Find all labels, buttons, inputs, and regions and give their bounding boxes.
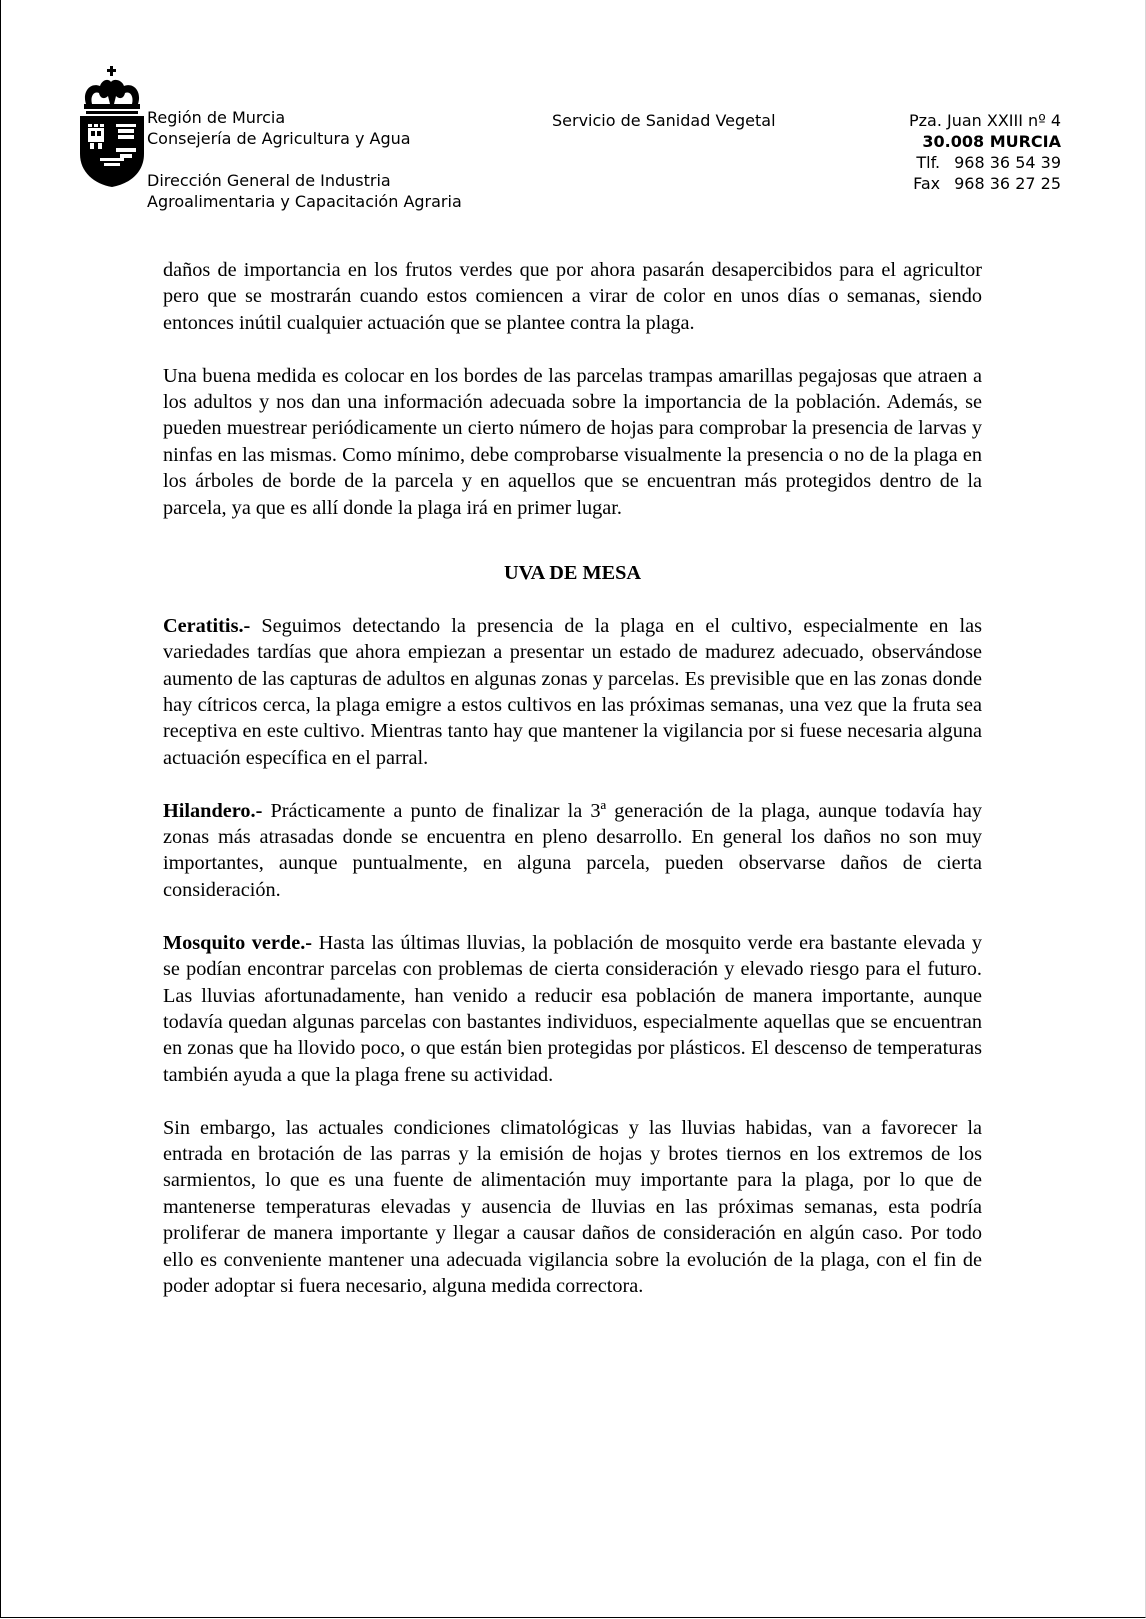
header-organization [147,107,411,149]
hilandero-text: Prácticamente a punto de finalizar la 3ª generación de la plaga, aunque todavía hay zonas más atrasadas donde se encuentra en pleno desarrollo. En general los daños no son muy importantes, aunque puntualmente, en alguna parcela, pueden observarse daños de cierta consideración. [163,799,982,901]
section-title-uva-de-mesa: UVA DE MESA [503,562,642,585]
paragraph-hilandero [163,798,982,904]
ceratitis-text: Seguimos detectando la presencia de la plaga en el cultivo, especialmente en las variedades tardías que ahora empiezan a presentar un estado de madurez adecuado, observándose aumento de las capturas de adultos en algunas zonas y parcelas. Es previsible que en las zonas donde hay cítricos cerca, la plaga emigre a estos cultivos en las próximas semanas, una vez que la fruta sea receptiva en este cultivo. Mientras tanto hay que mantener la vigilancia por si fuese necesaria alguna actuación específica en el parral. [163,614,982,769]
address-postal-city: 30.008 MURCIA [922,132,1061,151]
phone-value: 968 36 54 39 [954,153,1061,172]
address-fax [909,173,1061,194]
mosquito-text: Hasta las últimas lluvias, la población de mosquito verde era bastante elevada y se podían encontrar parcelas con problemas de cierta consideración y elevado riesgo para el futuro. Las lluvias afortunadamente, han venido a reducir esa población de manera importante, aunque todavía quedan algunas parcelas con bastantes individuos, especialmente aquellas que se encuentran en zonas que ha llovido poco, o que están bien protegidas por plásticos. El descenso de temperaturas también ayuda a que la plaga frene su actividad. [163,931,982,1086]
address-phone [909,152,1061,173]
region-murcia-crest-logo [80,66,144,188]
paragraph-ceratitis [163,613,982,771]
paragraph-mosquito-verde [163,930,982,1088]
address-street: Pza. Juan XXIII nº 4 [908,111,1061,130]
ceratitis-heading: Ceratitis.- [163,614,251,637]
fax-label: Fax [913,174,941,193]
header-direccion-line2: Agroalimentaria y Capacitación Agraria [147,192,462,211]
mosquito-heading: Mosquito verde.- [163,931,313,954]
phone-label: Tlf. [916,153,941,172]
document-body [163,257,982,1326]
header-direccion [147,170,462,212]
header-region: Región de Murcia [147,108,286,127]
header-address [909,110,1061,194]
hilandero-heading: Hilandero.- [163,799,263,822]
paragraph-traps: Una buena medida es colocar en los bordes de las parcelas trampas amarillas pegajosas que atraen a los adultos y nos dan una información adecuada sobre la importancia de la población. Además, se pueden muestrear periódicamente un cierto número de hojas para comprobar la presencia de larvas y ninfas en las mismas. Como mínimo, debe comprobarse visualmente la presencia o no de la plaga en los árboles de borde de la parcela y en aquellos que se encuentran más protegidos dentro de la parcela, ya que es allí donde la plaga irá en primer lugar. [163,364,982,519]
header-service: Servicio de Sanidad Vegetal [552,111,776,130]
paragraph-damage: daños de importancia en los frutos verdes que por ahora pasarán desapercibidos para el agricultor pero que se mostrarán cuando estos comiencen a virar de color en unos días o semanas, siendo entonces inútil cualquier actuación que se plantee contra la plaga. [163,259,982,334]
header-direccion-line1: Dirección General de Industria [147,171,391,190]
fax-value: 968 36 27 25 [954,174,1061,193]
paragraph-conclusion: Sin embargo, las actuales condiciones climatológicas y las lluvias habidas, van a favorecer la entrada en brotación de las parras y la emisión de hojas y brotes tiernos en los extremos de los sarmientos, lo que es una fuente de alimentación muy importante para la plaga, por lo que de mantenerse temperaturas elevadas y ausencia de lluvias en las próximas semanas, esta podría proliferar de manera importante y llegar a causar daños de consideración en algún caso. Por todo ello es conveniente mantener una adecuada vigilancia sobre la evolución de la plaga, con el fin de poder adoptar si fuera necesario, alguna medida correctora. [163,1116,982,1297]
header-consejeria: Consejería de Agricultura y Agua [147,129,411,148]
